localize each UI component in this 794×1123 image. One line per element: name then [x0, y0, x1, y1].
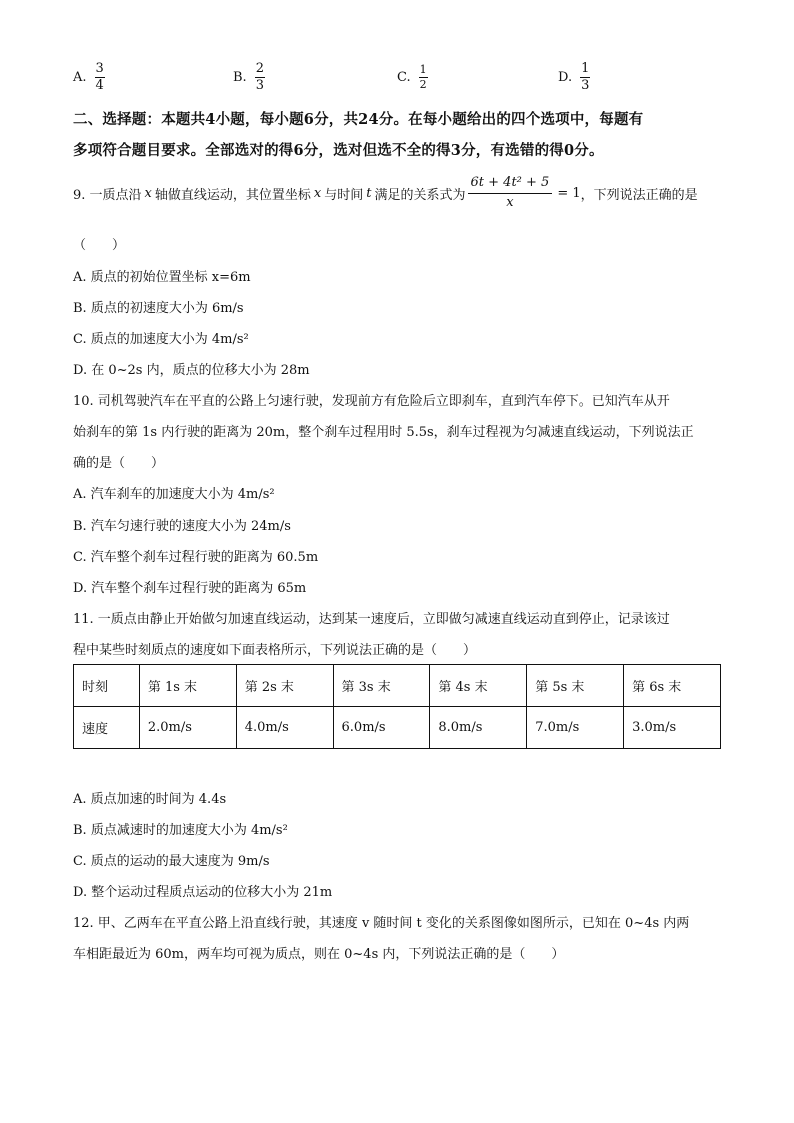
table-cell: 第 2s 末 — [236, 665, 333, 707]
q11-option-d: D. 整个运动过程质点运动的位移大小为 21m — [73, 885, 333, 900]
table-cell: 3.0m/s — [624, 707, 721, 749]
denominator: 4 — [95, 77, 104, 93]
q9-var-x: x — [144, 185, 152, 201]
q10-option-c: C. 汽车整个刹车过程行驶的距离为 60.5m — [73, 550, 319, 565]
q11-stem-line1: 11. 一质点由静止开始做匀加速直线运动，达到某一速度后，立即做匀减速直线运动直到停止，记录该过 — [73, 612, 670, 627]
table-row — [74, 707, 721, 749]
q10-option-a: A. 汽车刹车的加速度大小为 4m/s² — [73, 487, 275, 502]
q9-option-d: D. 在 0~2s 内，质点的位移大小为 28m — [73, 363, 310, 378]
option-a — [73, 62, 105, 92]
q9-answer-paren: （ ） — [73, 238, 126, 253]
table-cell: 第 3s 末 — [333, 665, 430, 707]
q9-text: ，下列说法正确的是 — [580, 187, 698, 203]
table-cell: 2.0m/s — [139, 707, 236, 749]
q11-option-a: A. 质点加速的时间为 4.4s — [73, 792, 227, 807]
velocity-table — [73, 664, 721, 749]
q9-option-b: B. 质点的初速度大小为 6m/s — [73, 301, 244, 316]
denominator: 2 — [419, 77, 427, 91]
q10-stem-line1: 10. 司机驾驶汽车在平直的公路上匀速行驶，发现前方有危险后立即刹车，直到汽车停下。已知汽车从开 — [73, 394, 670, 409]
q9-option-a: A. 质点的初始位置坐标 x=6m — [73, 270, 251, 285]
q11-option-c: C. 质点的运动的最大速度为 9m/s — [73, 854, 270, 869]
q11-stem-line2: 程中某些时刻质点的速度如下面表格所示，下列说法正确的是（ ） — [73, 643, 477, 658]
q9-stem — [73, 176, 698, 211]
q9-equation-fraction — [468, 176, 553, 211]
q9-var-t: t — [366, 185, 372, 201]
q9-equation-denominator: x — [506, 194, 514, 210]
numerator: 2 — [255, 61, 264, 76]
fraction — [95, 62, 105, 92]
q9-option-c: C. 质点的加速度大小为 4m/s² — [73, 332, 249, 347]
q10-stem-line3: 确的是（ ） — [73, 456, 165, 471]
option-c — [397, 64, 428, 90]
q9-text: 轴做直线运动，其位置坐标 — [154, 187, 311, 203]
table-cell: 第 4s 末 — [430, 665, 527, 707]
table-cell: 速度 — [74, 707, 140, 749]
denominator: 3 — [581, 77, 590, 93]
q9-equation-rhs: = 1 — [557, 185, 581, 201]
q9-equation-numerator: 6t + 4t² + 5 — [468, 176, 553, 194]
table-header-row — [74, 665, 721, 707]
q12-stem-line2: 车相距最近为 60m，两车均可视为质点，则在 0~4s 内，下列说法正确的是（ ） — [73, 947, 565, 962]
q9-var-x: x — [313, 185, 322, 201]
table-cell: 第 6s 末 — [624, 665, 721, 707]
fraction — [419, 64, 428, 90]
q10-stem-line2: 始刹车的第 1s 内行驶的距离为 20m，整个刹车过程用时 5.5s，刹车过程视为匀减速直线运动，下列说法正 — [73, 425, 694, 440]
table-cell: 4.0m/s — [236, 707, 333, 749]
option-label: D. — [558, 69, 573, 85]
numerator: 1 — [419, 63, 427, 76]
q12-stem-line1: 12. 甲、乙两车在平直公路上沿直线行驶，其速度 v 随时间 t 变化的关系图像如图所示，已知在 0~4s 内两 — [73, 916, 690, 931]
fraction — [255, 62, 265, 92]
table-cell: 第 5s 末 — [527, 665, 624, 707]
option-label: B. — [233, 69, 247, 85]
option-label: A. — [73, 69, 87, 85]
denominator: 3 — [255, 77, 264, 93]
q9-text: 满足的关系式为 — [374, 187, 466, 203]
numerator: 1 — [581, 61, 590, 76]
option-label: C. — [397, 69, 411, 85]
table-cell: 时刻 — [74, 665, 140, 707]
q9-text: 与时间 — [324, 187, 364, 203]
table-cell: 6.0m/s — [333, 707, 430, 749]
option-b — [233, 62, 265, 92]
fraction — [580, 62, 590, 92]
q11-option-b: B. 质点减速时的加速度大小为 4m/s² — [73, 823, 288, 838]
option-d — [558, 62, 590, 92]
section-heading-line2: 多项符合题目要求。全部选对的得6分，选对但选不全的得3分，有选错的得0分。 — [73, 142, 604, 159]
q10-option-b: B. 汽车匀速行驶的速度大小为 24m/s — [73, 519, 291, 534]
numerator: 3 — [95, 61, 104, 76]
table-cell: 7.0m/s — [527, 707, 624, 749]
q10-option-d: D. 汽车整个刹车过程行驶的距离为 65m — [73, 581, 307, 596]
section-heading-line1: 二、选择题：本题共4小题，每小题6分，共24分。在每小题给出的四个选项中，每题有 — [73, 111, 644, 128]
table-cell: 第 1s 末 — [139, 665, 236, 707]
q9-text: 9. 一质点沿 — [73, 187, 142, 203]
table-cell: 8.0m/s — [430, 707, 527, 749]
